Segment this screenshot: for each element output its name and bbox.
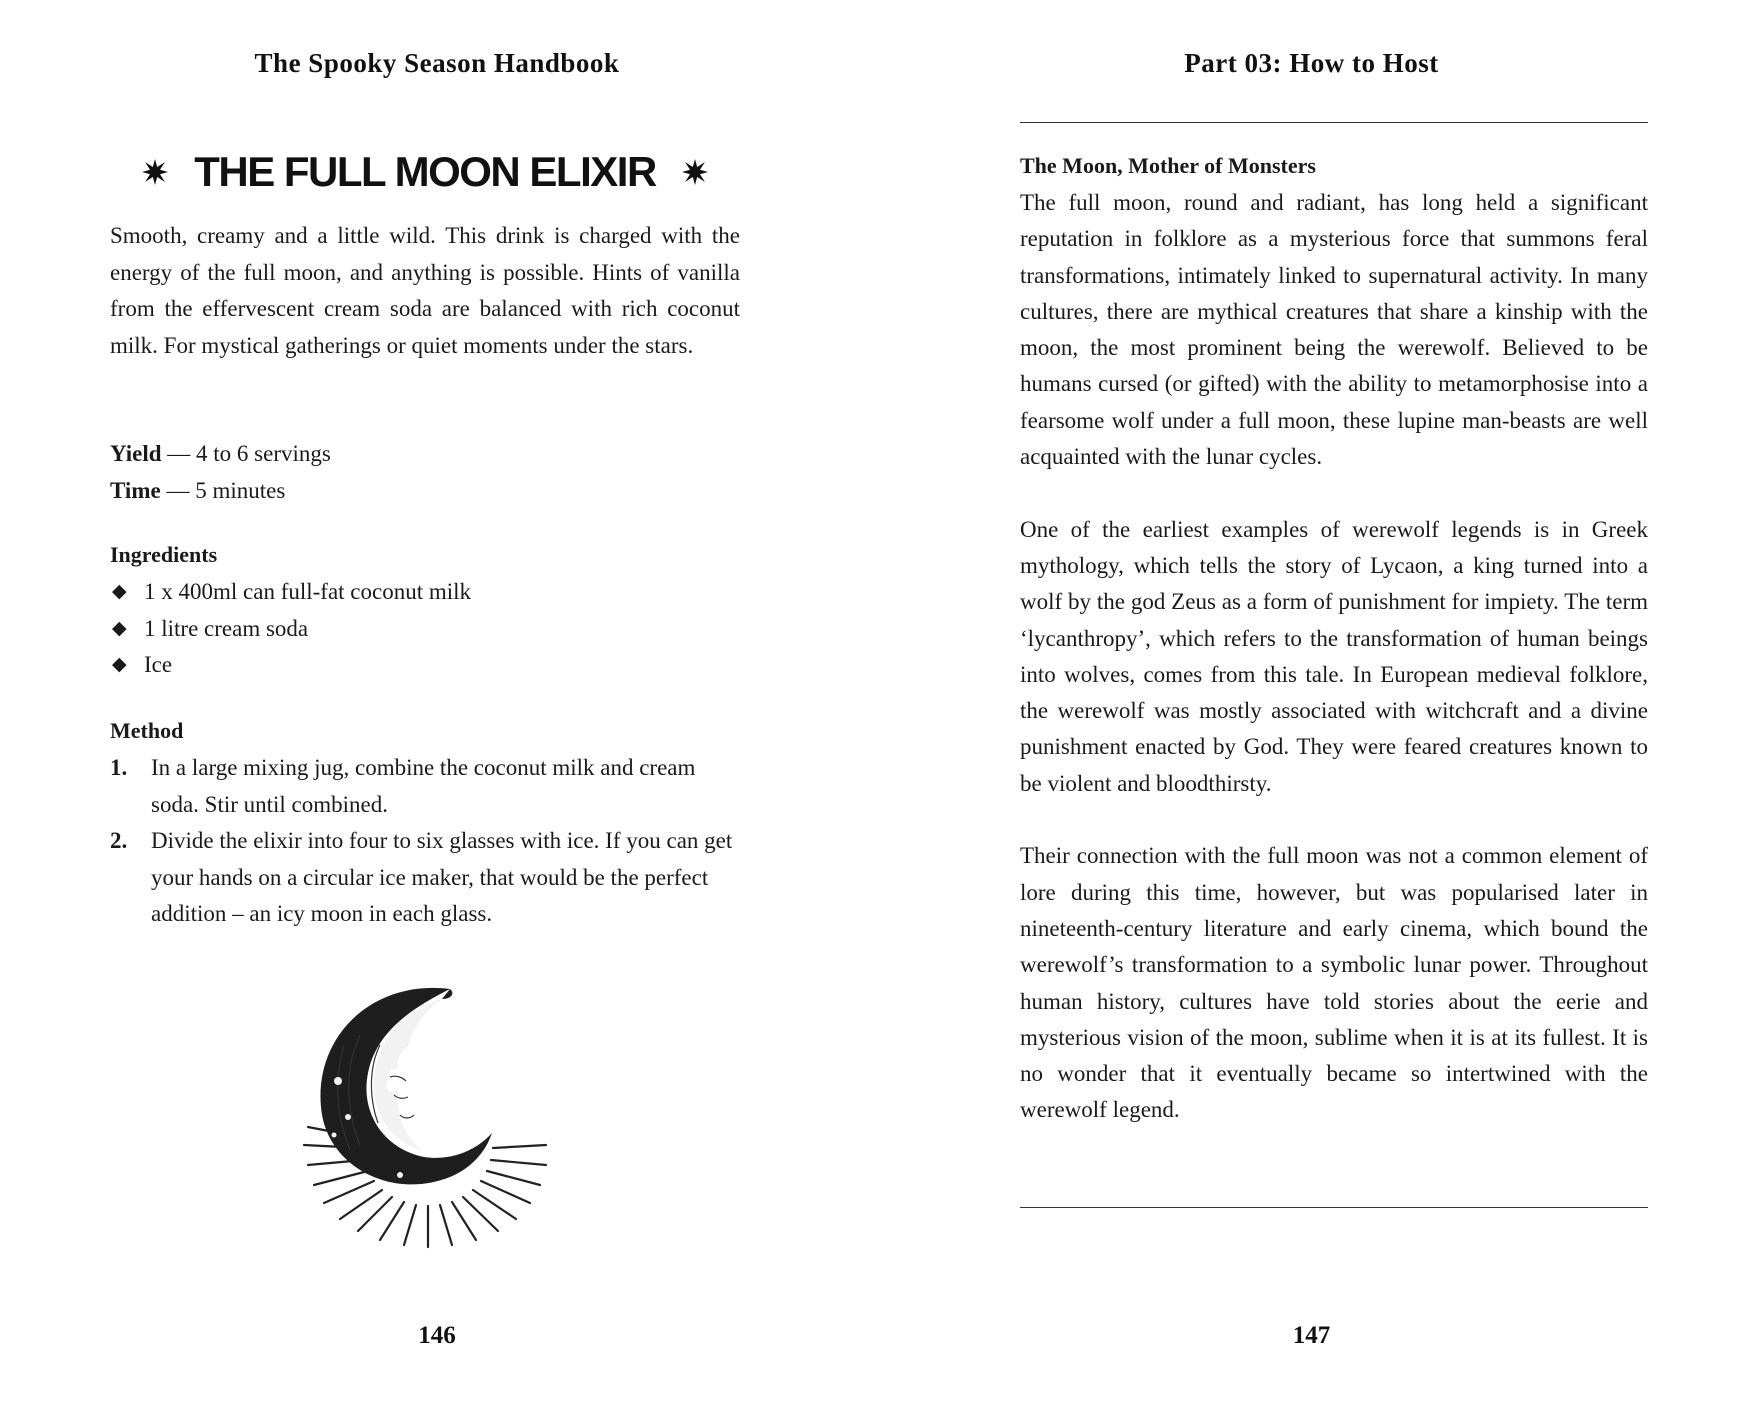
ingredients-heading: Ingredients [110,542,218,567]
right-page [874,0,1749,1402]
method-list [110,750,740,933]
time-line [110,473,740,510]
step-number: 2. [110,828,128,853]
paragraph: One of the earliest examples of werewolf legends is in Greek mythology, which tells the story of Lycaon, a king turned into a wolf by the god Zeus as a form of punishment for impiety. The term ‘lycanthropy’, which refers to the transformation of human beings into wolves, comes from this tale. In European medieval folklore, the werewolf was mostly associated with witchcraft and a divine punishment enacted by God. They were feared creatures known to be violent and bloodthirsty. [1020,516,1648,796]
yield-value: — 4 to 6 servings [161,441,331,466]
recipe-meta [110,436,740,509]
recipe-title-row [110,148,740,196]
divider-bottom [1020,1207,1648,1208]
section-heading: The Moon, Mother of Monsters [1020,153,1316,178]
diamond-bullet-icon: ◆ [112,581,127,602]
star-burst-icon [142,159,168,185]
list-item: ◆ 1 x 400ml can full-fat coconut milk [110,574,740,611]
time-value: — 5 minutes [160,477,286,503]
page-number-left: 146 [418,1322,456,1349]
ingredients-list [110,574,740,684]
time-label: Time [110,477,161,503]
yield-line [110,436,740,473]
recipe-intro: Smooth, creamy and a little wild. This drink is charged with the energy of the full moon, and anything is possible. Hints of vanilla from the effervescent cream soda are balanced with rich coconut milk. For mystical gatherings or quiet moments under the stars. [110,223,740,358]
crescent-moon-face-icon [300,985,550,1250]
star-burst-icon [682,159,708,185]
list-item: ◆ 1 litre cream soda [110,611,740,648]
recipe-title: THE FULL MOON ELIXIR [194,148,656,195]
step-text: In a large mixing jug, combine the coconut milk and cream soda. Stir until combined. [151,755,696,817]
diamond-bullet-icon: ◆ [112,617,127,639]
list-item [110,823,740,933]
paragraph: The full moon, round and radiant, has long held a significant reputation in folklore as a mysterious force that summons feral transformations, intimately linked to supernatural activity. In many cultures, there are mythical creatures that share a kinship with the moon, the most prominent being the werewolf. Believed to be humans cursed (or gifted) with the ability to metamorphosise into a fearsome wolf under a full moon, these lupine man-beasts are well acquainted with the lunar cycles. [1020,190,1648,470]
diamond-bullet-icon: ◆ [112,654,127,675]
section-body [1020,185,1648,1165]
step-number: 1. [110,755,128,780]
running-head-left: The Spooky Season Handbook [254,48,620,78]
running-head-right: Part 03: How to Host [1184,48,1439,78]
step-text: Divide the elixir into four to six glasses with ice. If you can get your hands on a circular ice maker, that would be the perfect addition – an icy moon in each glass. [151,828,733,926]
page-number-right: 147 [1292,1322,1331,1349]
list-item [110,750,740,823]
divider-top [1020,122,1648,123]
method-heading: Method [110,718,184,743]
list-item: ◆ Ice [110,647,740,684]
yield-label: Yield [110,441,162,466]
left-page [0,0,874,1402]
paragraph: Their connection with the full moon was not a common element of lore during this time, however, but was popularised later in nineteenth-century literature and early cinema, which bound the werewolf’s transformation to a symbolic lunar power. Throughout human history, cultures have told stories about the eerie and mysterious vision of the moon, sublime when it is at its fullest. It is no wonder that it eventually became so intertwined with the werewolf legend. [1020,843,1648,1123]
